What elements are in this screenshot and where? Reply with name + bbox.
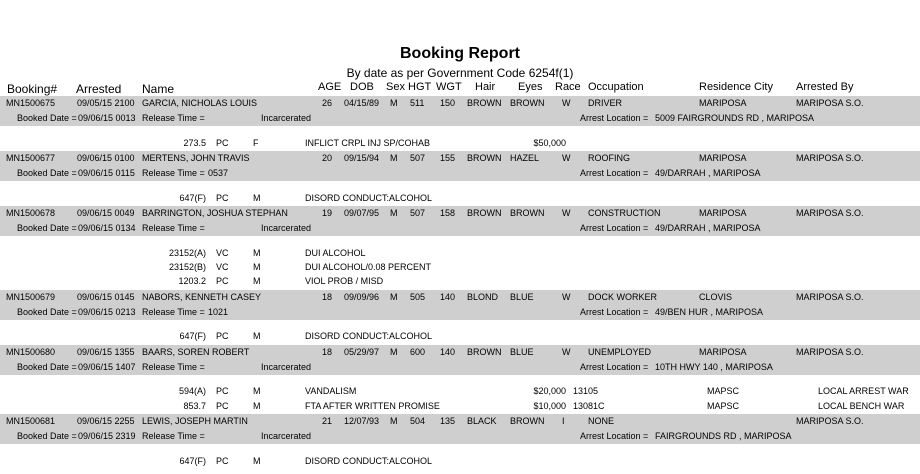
arrestee-dob: 12/07/93 bbox=[344, 416, 380, 426]
booked-date-value: 09/06/15 1407 bbox=[78, 362, 136, 372]
arrestee-eyes: HAZEL bbox=[510, 153, 540, 163]
release-time-label: Release Time = bbox=[142, 362, 205, 372]
charge-level: M bbox=[253, 262, 261, 272]
warrant-type: LOCAL BENCH WAR bbox=[818, 401, 905, 411]
booking-number: MN1500677 bbox=[6, 153, 56, 163]
arrestee-eyes: BLUE bbox=[510, 347, 534, 357]
arrestee-dob: 09/09/96 bbox=[344, 292, 380, 302]
header-sex: Sex bbox=[386, 81, 405, 93]
arrestee-name: LEWIS, JOSEPH MARTIN bbox=[142, 416, 248, 426]
arrestee-name: NABORS, KENNETH CASEY bbox=[142, 292, 262, 302]
charge-level: M bbox=[253, 331, 261, 341]
arrestee-name: MERTENS, JOHN TRAVIS bbox=[142, 153, 250, 163]
arrestee-eyes: BLUE bbox=[510, 292, 534, 302]
arrestee-hair: BROWN bbox=[467, 208, 502, 218]
residence-city: MARIPOSA bbox=[699, 208, 747, 218]
arrestee-sex: M bbox=[390, 153, 398, 163]
arrest-location-label: Arrest Location = bbox=[580, 362, 649, 372]
header-age: AGE bbox=[318, 81, 342, 93]
arrestee-race: W bbox=[562, 98, 571, 108]
arrestee-occupation: CONSTRUCTION bbox=[588, 208, 661, 218]
arrestee-dob: 09/15/94 bbox=[344, 153, 380, 163]
charge-description: DISORD CONDUCT:ALCOHOL bbox=[305, 331, 433, 341]
booked-date-value: 09/06/15 0134 bbox=[78, 223, 136, 233]
warrant-agency: MAPSC bbox=[707, 386, 740, 396]
booked-date-label: Booked Date = bbox=[17, 431, 77, 441]
arrestee-name: BARRINGTON, JOSHUA STEPHAN bbox=[142, 208, 288, 218]
arrestee-occupation: DOCK WORKER bbox=[588, 292, 658, 302]
arrest-location-label: Arrest Location = bbox=[580, 113, 649, 123]
arrestee-weight: 150 bbox=[440, 98, 456, 108]
header-race: Race bbox=[555, 81, 581, 93]
charge-type: PC bbox=[216, 401, 229, 411]
booking-number: MN1500679 bbox=[6, 292, 56, 302]
release-time-label: Release Time = bbox=[142, 113, 205, 123]
arrestee-race: W bbox=[562, 153, 571, 163]
arrestee-hair: BLOND bbox=[467, 292, 499, 302]
arrestee-height: 504 bbox=[410, 416, 426, 426]
arrestee-race: I bbox=[562, 416, 565, 426]
release-time-label: Release Time = bbox=[142, 168, 205, 178]
booked-date-value: 09/06/15 0013 bbox=[78, 113, 136, 123]
booked-date-value: 09/06/15 0115 bbox=[78, 168, 135, 178]
arrest-location-value: 49/BEN HUR , MARIPOSA bbox=[655, 307, 764, 317]
booking-number: MN1500681 bbox=[6, 416, 56, 426]
warrant-number: 13081C bbox=[573, 401, 605, 411]
arrestee-hair: BROWN bbox=[467, 98, 502, 108]
arrestee-race: W bbox=[562, 292, 571, 302]
charge-code: 23152(B) bbox=[168, 262, 206, 272]
custody-status: Incarcerated bbox=[261, 362, 312, 372]
custody-status: Incarcerated bbox=[261, 431, 312, 441]
booked-date-value: 09/06/15 0213 bbox=[78, 307, 136, 317]
charge-bail: $20,000 bbox=[533, 386, 566, 396]
residence-city: MARIPOSA bbox=[699, 347, 747, 357]
booking-row-band bbox=[0, 290, 920, 320]
arresting-agency: MARIPOSA S.O. bbox=[796, 98, 864, 108]
residence-city: MARIPOSA bbox=[699, 153, 747, 163]
arresting-agency: MARIPOSA S.O. bbox=[796, 208, 864, 218]
charge-type: PC bbox=[216, 276, 229, 286]
header-wgt: WGT bbox=[436, 81, 462, 93]
booking-row-band bbox=[0, 206, 920, 236]
arrestee-race: W bbox=[562, 347, 571, 357]
charge-type: PC bbox=[216, 331, 229, 341]
arrestee-age: 20 bbox=[321, 153, 332, 163]
charge-code: 23152(A) bbox=[168, 248, 206, 258]
arrestee-weight: 158 bbox=[440, 208, 456, 218]
arrestee-height: 600 bbox=[410, 347, 426, 357]
charge-level: M bbox=[253, 456, 261, 466]
header-name: Name bbox=[142, 82, 175, 96]
arrestee-dob: 09/07/95 bbox=[344, 208, 380, 218]
header-occupation: Occupation bbox=[588, 81, 644, 93]
arrest-location-label: Arrest Location = bbox=[580, 168, 649, 178]
arrestee-name: BAARS, SOREN ROBERT bbox=[142, 347, 250, 357]
charge-type: VC bbox=[216, 248, 229, 258]
arrest-location-label: Arrest Location = bbox=[580, 431, 649, 441]
charge-type: VC bbox=[216, 262, 229, 272]
arrestee-hair: BROWN bbox=[467, 347, 502, 357]
header-booking: Booking# bbox=[7, 82, 58, 96]
booking-number: MN1500675 bbox=[6, 98, 56, 108]
arrest-location-label: Arrest Location = bbox=[580, 307, 649, 317]
header-hair: Hair bbox=[475, 81, 496, 93]
arrestee-occupation: ROOFING bbox=[588, 153, 630, 163]
arresting-agency: MARIPOSA S.O. bbox=[796, 347, 864, 357]
arrestee-sex: M bbox=[390, 292, 398, 302]
report-title: Booking Report bbox=[400, 45, 520, 62]
charge-code: 853.7 bbox=[183, 401, 206, 411]
arrestee-sex: M bbox=[390, 347, 398, 357]
release-time-label: Release Time = bbox=[142, 307, 205, 317]
booked-date-label: Booked Date = bbox=[17, 223, 77, 233]
arrested-datetime: 09/06/15 0049 bbox=[77, 208, 135, 218]
release-time-value: 1021 bbox=[208, 307, 229, 317]
charge-code: 594(A) bbox=[178, 386, 206, 396]
release-time-label: Release Time = bbox=[142, 223, 205, 233]
charge-type: PC bbox=[216, 386, 229, 396]
arresting-agency: MARIPOSA S.O. bbox=[796, 416, 864, 426]
booked-date-label: Booked Date = bbox=[17, 113, 77, 123]
header-arrested: Arrested bbox=[76, 82, 122, 96]
arrestee-age: 19 bbox=[321, 208, 332, 218]
arrestee-eyes: BROWN bbox=[510, 416, 545, 426]
header-arrested-by: Arrested By bbox=[796, 81, 854, 93]
booked-date-value: 09/06/15 2319 bbox=[78, 431, 136, 441]
arrestee-age: 21 bbox=[321, 416, 332, 426]
arrestee-weight: 155 bbox=[440, 153, 456, 163]
arrestee-height: 505 bbox=[410, 292, 426, 302]
charge-level: F bbox=[253, 138, 259, 148]
arrestee-height: 511 bbox=[410, 98, 425, 108]
arrest-location-value: FAIRGROUNDS RD , MARIPOSA bbox=[655, 431, 792, 441]
charge-level: M bbox=[253, 193, 261, 203]
arrestee-occupation: UNEMPLOYED bbox=[588, 347, 652, 357]
arrestee-weight: 140 bbox=[440, 292, 456, 302]
charge-description: INFLICT CRPL INJ SP/COHAB bbox=[305, 138, 431, 148]
arrestee-height: 507 bbox=[410, 153, 426, 163]
charge-description: FTA AFTER WRITTEN PROMISE bbox=[305, 401, 440, 411]
charge-code: 647(F) bbox=[179, 193, 206, 203]
release-time-label: Release Time = bbox=[142, 431, 205, 441]
arrested-datetime: 09/06/15 0145 bbox=[77, 292, 135, 302]
booked-date-label: Booked Date = bbox=[17, 168, 77, 178]
arrestee-age: 26 bbox=[321, 98, 332, 108]
warrant-type: LOCAL ARREST WAR bbox=[818, 386, 909, 396]
arrestee-race: W bbox=[562, 208, 571, 218]
arrestee-hair: BLACK bbox=[467, 416, 497, 426]
charge-description: DISORD CONDUCT:ALCOHOL bbox=[305, 456, 433, 466]
booking-number: MN1500680 bbox=[6, 347, 56, 357]
charge-level: M bbox=[253, 386, 261, 396]
charge-code: 647(F) bbox=[179, 331, 206, 341]
arrestee-sex: M bbox=[390, 208, 398, 218]
charge-level: M bbox=[253, 248, 261, 258]
charge-bail: $50,000 bbox=[533, 138, 566, 148]
arrestee-weight: 135 bbox=[440, 416, 456, 426]
warrant-agency: MAPSC bbox=[707, 401, 740, 411]
charge-code: 1203.2 bbox=[178, 276, 206, 286]
arrestee-age: 18 bbox=[321, 347, 332, 357]
charge-level: M bbox=[253, 276, 261, 286]
warrant-number: 13105 bbox=[573, 386, 599, 396]
arrestee-dob: 04/15/89 bbox=[344, 98, 380, 108]
booking-row-band bbox=[0, 345, 920, 375]
custody-status: Incarcerated bbox=[261, 223, 312, 233]
charge-type: PC bbox=[216, 193, 229, 203]
charge-bail: $10,000 bbox=[533, 401, 566, 411]
arrestee-occupation: DRIVER bbox=[588, 98, 623, 108]
charge-description: DUI ALCOHOL/0.08 PERCENT bbox=[305, 262, 432, 272]
charge-code: 273.5 bbox=[183, 138, 206, 148]
header-eyes: Eyes bbox=[518, 81, 543, 93]
residence-city: CLOVIS bbox=[699, 292, 733, 302]
charge-description: DUI ALCOHOL bbox=[305, 248, 366, 258]
arrestee-age: 18 bbox=[321, 292, 332, 302]
report-subtitle: By date as per Government Code 6254f(1) bbox=[346, 66, 574, 80]
arrestee-eyes: BROWN bbox=[510, 98, 545, 108]
arrested-datetime: 09/06/15 0100 bbox=[77, 153, 135, 163]
arrest-location-value: 10TH HWY 140 , MARIPOSA bbox=[655, 362, 773, 372]
arrestee-hair: BROWN bbox=[467, 153, 502, 163]
arrested-datetime: 09/05/15 2100 bbox=[77, 98, 135, 108]
residence-city: MARIPOSA bbox=[699, 98, 747, 108]
arrest-location-value: 49/DARRAH , MARIPOSA bbox=[655, 223, 761, 233]
arrest-location-value: 49/DARRAH , MARIPOSA bbox=[655, 168, 761, 178]
custody-status: Incarcerated bbox=[261, 113, 312, 123]
release-time-value: 0537 bbox=[208, 168, 229, 178]
arresting-agency: MARIPOSA S.O. bbox=[796, 153, 864, 163]
charge-type: PC bbox=[216, 456, 229, 466]
charge-description: DISORD CONDUCT:ALCOHOL bbox=[305, 193, 433, 203]
arrestee-height: 507 bbox=[410, 208, 426, 218]
charge-type: PC bbox=[216, 138, 229, 148]
charge-level: M bbox=[253, 401, 261, 411]
arrest-location-label: Arrest Location = bbox=[580, 223, 649, 233]
arrested-datetime: 09/06/15 2255 bbox=[77, 416, 135, 426]
arresting-agency: MARIPOSA S.O. bbox=[796, 292, 864, 302]
arrestee-weight: 140 bbox=[440, 347, 456, 357]
charge-description: VANDALISM bbox=[305, 386, 357, 396]
arrested-datetime: 09/06/15 1355 bbox=[77, 347, 135, 357]
booked-date-label: Booked Date = bbox=[17, 307, 77, 317]
header-dob: DOB bbox=[350, 81, 374, 93]
arrestee-sex: M bbox=[390, 98, 398, 108]
arrestee-occupation: NONE bbox=[588, 416, 615, 426]
arrestee-eyes: BROWN bbox=[510, 208, 545, 218]
booked-date-label: Booked Date = bbox=[17, 362, 77, 372]
arrestee-sex: M bbox=[390, 416, 398, 426]
arrest-location-value: 5009 FAIRGROUNDS RD , MARIPOSA bbox=[655, 113, 815, 123]
charge-code: 647(F) bbox=[179, 456, 206, 466]
header-residence-city: Residence City bbox=[699, 81, 773, 93]
charge-description: VIOL PROB / MISD bbox=[305, 276, 384, 286]
booking-row-band bbox=[0, 151, 920, 181]
booking-number: MN1500678 bbox=[6, 208, 56, 218]
arrestee-name: GARCIA, NICHOLAS LOUIS bbox=[142, 98, 258, 108]
arrestee-dob: 05/29/97 bbox=[344, 347, 380, 357]
header-hgt: HGT bbox=[408, 81, 432, 93]
